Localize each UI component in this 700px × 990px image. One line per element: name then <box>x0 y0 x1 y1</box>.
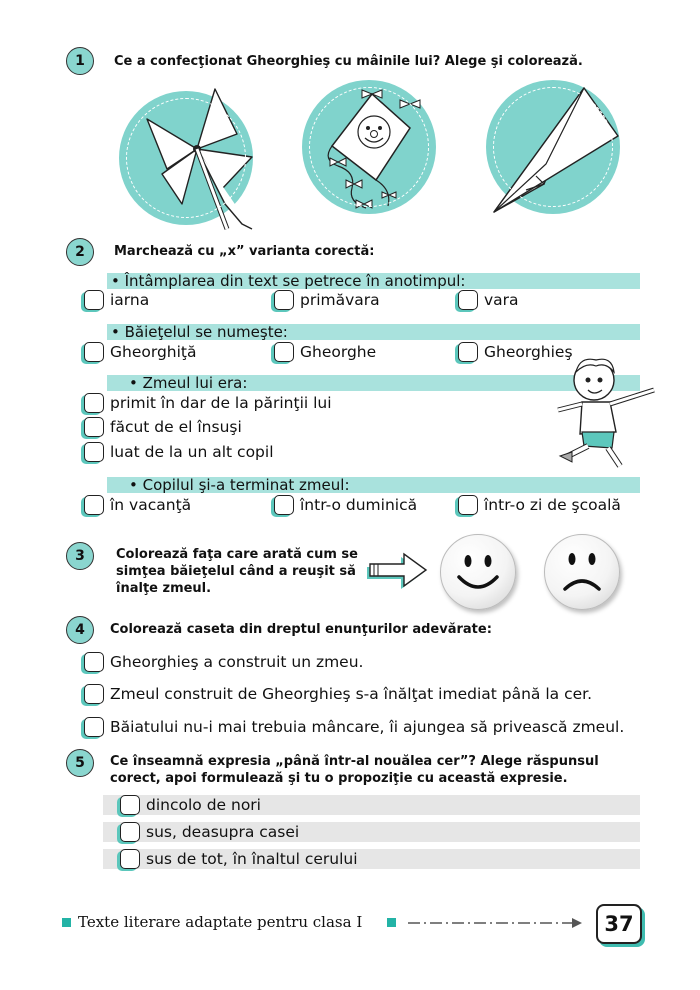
page-number: 37 <box>596 904 642 944</box>
checkbox[interactable] <box>458 342 478 362</box>
arrow-right-icon <box>366 550 430 590</box>
checkbox[interactable] <box>274 495 294 515</box>
checkbox[interactable] <box>120 795 140 815</box>
option-season-1[interactable]: iarna <box>84 290 149 310</box>
option-name-1[interactable]: Gheorghiţă <box>84 342 197 362</box>
circle-option-kite[interactable] <box>302 80 436 214</box>
statement-band-kite: • Zmeul lui era: <box>107 375 640 391</box>
teal-square-icon <box>62 918 71 927</box>
checkbox[interactable] <box>120 849 140 869</box>
statement-band-season: • Întâmplarea din text se petrece în anotimpul: <box>107 273 640 289</box>
exercise-5-prompt: Ce înseamnă expresia „până într-al nouălea cer”? Alege răspunsul corect, apoi formulează şi tu o propoziţie cu această expresie. <box>110 754 599 786</box>
checkbox[interactable] <box>84 290 104 310</box>
option-kite-1[interactable]: primit în dar de la părinţii lui <box>84 393 332 413</box>
answer-option-1[interactable]: dincolo de nori <box>120 795 261 815</box>
answer-option-3[interactable]: sus de tot, în înaltul cerului <box>120 849 358 869</box>
checkbox[interactable] <box>84 393 104 413</box>
sad-face[interactable] <box>544 534 620 610</box>
checkbox[interactable] <box>84 684 104 704</box>
checkbox[interactable] <box>84 495 104 515</box>
sad-face-icon <box>545 535 619 609</box>
exercise-4-prompt: Colorează caseta din dreptul enunţurilor adevărate: <box>110 622 492 637</box>
exercise-number-3: 3 <box>66 542 94 570</box>
option-name-3[interactable]: Gheorghieş <box>458 342 573 362</box>
checkbox[interactable] <box>458 290 478 310</box>
option-finish-3[interactable]: într-o zi de şcoală <box>458 495 621 515</box>
checkbox[interactable] <box>84 717 104 737</box>
option-finish-1[interactable]: în vacanţă <box>84 495 191 515</box>
pinwheel-icon <box>127 79 277 239</box>
statement-true-false-1[interactable]: Gheorghieş a construit un zmeu. <box>84 652 363 672</box>
footer-book-title: Texte literare adaptate pentru clasa I <box>78 913 363 931</box>
exercise-number-1: 1 <box>66 47 94 75</box>
statement-band-name: • Băieţelul se numeşte: <box>107 324 640 340</box>
checkbox[interactable] <box>84 417 104 437</box>
exercise-number-2: 2 <box>66 238 94 266</box>
statement-true-false-2[interactable]: Zmeul construit de Gheorghieş s-a înălţat imediat până la cer. <box>84 684 592 704</box>
checkbox[interactable] <box>84 342 104 362</box>
checkbox[interactable] <box>274 290 294 310</box>
option-finish-2[interactable]: într-o duminică <box>274 495 417 515</box>
statement-band-finish: • Copilul şi-a terminat zmeul: <box>107 477 640 493</box>
option-season-2[interactable]: primăvara <box>274 290 380 310</box>
option-name-2[interactable]: Gheorghe <box>274 342 376 362</box>
boy-illustration-icon <box>556 352 666 472</box>
option-kite-2[interactable]: făcut de el însuşi <box>84 417 242 437</box>
circle-option-paper-plane[interactable] <box>486 80 620 214</box>
exercise-number-5: 5 <box>66 749 94 777</box>
kite-icon <box>302 80 436 220</box>
teal-square-icon <box>387 918 396 927</box>
checkbox[interactable] <box>458 495 478 515</box>
checkbox[interactable] <box>84 442 104 462</box>
option-kite-3[interactable]: luat de la un alt copil <box>84 442 274 462</box>
answer-option-2[interactable]: sus, deasupra casei <box>120 822 299 842</box>
checkbox[interactable] <box>120 822 140 842</box>
circle-option-pinwheel[interactable] <box>119 91 253 225</box>
exercise-number-4: 4 <box>66 616 94 644</box>
option-season-3[interactable]: vara <box>458 290 519 310</box>
paper-plane-icon <box>486 80 626 220</box>
exercise-2-prompt: Marchează cu „x” varianta corectă: <box>114 244 375 259</box>
happy-face-icon <box>441 535 515 609</box>
exercise-1-prompt: Ce a confecţionat Gheorghieş cu mâinile lui? Alege şi colorează. <box>114 54 583 69</box>
exercise-3-prompt: Colorează faţa care arată cum se simţea băieţelul când a reuşit să înalţe zmeul. <box>116 547 358 596</box>
checkbox[interactable] <box>84 652 104 672</box>
statement-true-false-3[interactable]: Băiatului nu-i mai trebuia mâncare, îi ajungea să privească zmeul. <box>84 717 624 737</box>
happy-face[interactable] <box>440 534 516 610</box>
checkbox[interactable] <box>274 342 294 362</box>
dashed-arrow-icon <box>406 916 586 930</box>
